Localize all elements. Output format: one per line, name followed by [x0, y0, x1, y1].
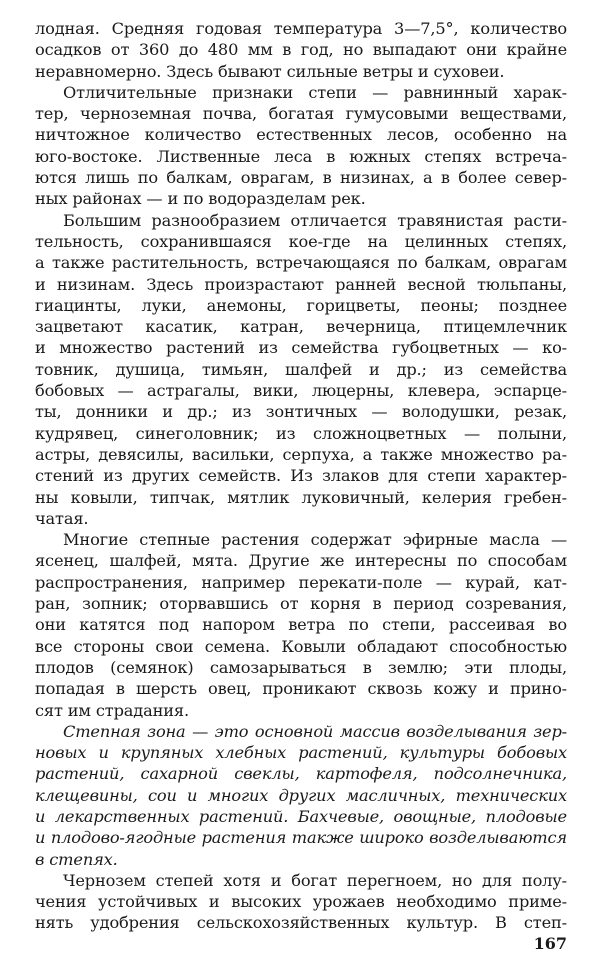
text-line: Большим разнообразием отличается травянистая расти- — [63, 210, 567, 230]
text-line: а также растительность, встречающаяся по балкам, оврагам — [35, 253, 567, 273]
page-body — [35, 18, 567, 934]
text-line: зацветают касатик, катран, вечерница, птицемлечник — [35, 317, 567, 337]
text-line: неравномерно. Здесь бывают сильные ветры и суховеи. — [35, 61, 505, 81]
text-line: в степях. — [35, 849, 118, 869]
text-line: и лекарственных растений. Бахчевые, овощные, плодовые — [35, 806, 567, 826]
text-line: товник, душица, тимьян, шалфей и др.; из семейства — [35, 359, 567, 379]
text-line: попадая в шерсть овец, проникают сквозь кожу и прино- — [35, 679, 567, 699]
text-line: ран, зопник; оторвавшись от корня в период созревания, — [35, 594, 567, 614]
paragraph-vegetation — [35, 210, 567, 529]
text-line: Чернозем степей хотя и богат перегноем, но для полу- — [63, 870, 567, 890]
text-line: ничтожное количество естественных лесов, особенно на — [35, 125, 567, 145]
paragraph-agriculture-italic — [35, 721, 567, 870]
text-line: и низинам. Здесь произрастают ранней весной тюльпаны, — [35, 274, 567, 294]
text-line: тельность, сохранившаяся кое-где на целинных степях, — [35, 231, 567, 251]
text-line: растений, сахарной свеклы, картофеля, подсолнечника, — [35, 764, 567, 784]
text-line: осадков от 360 до 480 мм в год, но выпадают они крайне — [35, 40, 567, 60]
text-line: они катятся под напором ветра по степи, рассеивая во — [35, 615, 567, 635]
text-line: ны ковыли, типчак, мятлик луковичный, келерия гребен- — [35, 487, 567, 507]
text-line: гиацинты, луки, анемоны, горицветы, пеоны; позднее — [35, 295, 567, 315]
text-line: чатая. — [35, 508, 89, 528]
page-number: 167 — [533, 934, 567, 953]
text-line: клещевины, сои и многих других масличных, технических — [35, 785, 567, 805]
text-line: сят им страдания. — [35, 700, 189, 720]
paragraph-essential-oils — [35, 529, 567, 721]
text-line: ются лишь по балкам, оврагам, в низинах, а в более север- — [35, 168, 567, 188]
text-line: стений из других семейств. Из злаков для степи характер- — [35, 466, 567, 486]
text-line: плодов (семянок) самозарываться в землю; эти плоды, — [35, 657, 567, 677]
text-line: кудрявец, синеголовник; из сложноцветных — полыни, — [35, 423, 567, 443]
text-line: ясенец, шалфей, мята. Другие же интересны по способам — [35, 551, 567, 571]
text-line: распространения, например перекати-поле — курай, кат- — [35, 572, 567, 592]
text-line: бобовых — астрагалы, вики, люцерны, клевера, эспарце- — [35, 381, 567, 401]
text-line: юго-востоке. Лиственные леса в южных степях встреча- — [35, 146, 567, 166]
text-line: Степная зона — это основной массив возделывания зер- — [63, 721, 567, 741]
text-line: Отличительные признаки степи — равнинный харак- — [63, 82, 567, 102]
text-line: ты, донники и др.; из зонтичных — володушки, резак, — [35, 402, 567, 422]
text-line: все стороны свои семена. Ковыли обладают способностью — [35, 636, 567, 656]
text-line: и множество растений из семейства губоцветных — ко- — [35, 338, 567, 358]
text-line: Многие степные растения содержат эфирные масла — — [63, 530, 567, 550]
text-line: астры, девясилы, васильки, серпуха, а также множество ра- — [35, 444, 567, 464]
text-line: тер, черноземная почва, богатая гумусовыми веществами, — [35, 104, 567, 124]
text-line: новых и крупяных хлебных растений, культуры бобовых — [35, 743, 567, 763]
text-line: нять удобрения сельскохозяйственных культур. В степ- — [35, 913, 567, 933]
text-line: лодная. Средняя годовая температура 3—7,5°, количество — [35, 19, 567, 38]
text-line: ных районах — и по водоразделам рек. — [35, 189, 366, 209]
paragraph-steppe-features — [35, 82, 567, 210]
paragraph-fertilizers — [35, 870, 567, 934]
text-line: чения устойчивых и высоких урожаев необходимо приме- — [35, 892, 567, 912]
text-line: и плодово-ягодные растения также широко возделываются — [35, 828, 567, 848]
paragraph-climate — [35, 18, 567, 82]
